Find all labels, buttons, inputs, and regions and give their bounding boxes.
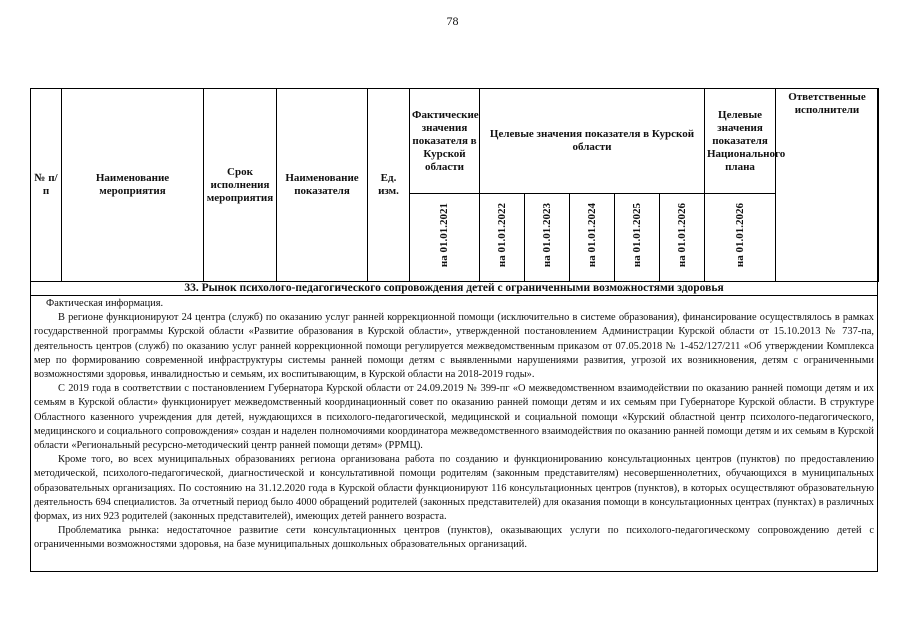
col-header-responsible: Ответственные исполнители xyxy=(776,89,879,282)
col-header-target-kursk: Целевые значения показателя в Курской области xyxy=(480,89,705,194)
date-target-2023: на 01.01.2023 xyxy=(540,203,553,268)
paragraph-council: С 2019 года в соответствии с постановлением Губернатора Курской области от 24.09.2019 № 399-пг «О межведомственном взаимодействии по оказанию ранней помощи детям и их семьям в Курской области» функционирует межведомственный координационный совет по оказанию ранней помощи детям и их семьям при Губернаторе Курской области. В структуре Областного казенного учреждения для детей, нуждающихся в психолого-педагогической, медицинской и социальной помощи «Курский областной центр психолого-педагогического, медицинского и социального сопровождения» создан и наделен полномочиями координатора межведомственного взаимодействия по оказанию ранней помощи детям и их семьям в Курской области «Региональный ресурсно-методический центр ранней помощи детям» (РРМЦ). xyxy=(34,383,874,452)
date-target-2026: на 01.01.2026 xyxy=(675,203,688,268)
col-header-name: Наименование мероприятия xyxy=(62,89,204,282)
date-target-cell xyxy=(480,194,525,282)
paragraph-problems: Проблематика рынка: недостаточное развитие сети консультационных центров (пунктов), оказывающих услуги по психолого-педагогическому сопровождению детей с ограниченными возможностями здоровья, на базе муниципальных дошкольных образовательных организаций. xyxy=(34,525,874,551)
date-target-cell xyxy=(525,194,570,282)
col-header-actual: Фактические значения показателя в Курской области xyxy=(410,89,480,194)
paragraph-actual-info: Фактическая информация. xyxy=(46,298,164,309)
col-header-target-national: Целевые значения показателя Национального плана xyxy=(705,89,776,194)
section-body xyxy=(34,297,874,553)
date-national-cell xyxy=(705,194,776,282)
paragraph-centers: В регионе функционируют 24 центра (служб) по оказанию услуг ранней коррекционной помощи (исключительно в системе образования), финансирование осуществлялось в рамках государственной программы Курской области «Развитие образования в Курской области», утвержденной постановлением Администрации Курской области от 15.10.2013 № 737-па, деятельность центров (служб) по оказанию услуг ранней коррекционной помощи регулируется межведомственным приказом от 07.05.2018 № 1-452/127/211 «Об утверждении Комплекса мер по формированию современной инфраструктуры системы ранней помощи детям с выявленными нарушениями развития, угрозой их возникновения, детям с ограниченными возможностями здоровья, инвалидностью и семьям, их воспитывающим, в Курской области на 2018-2019 годы». xyxy=(34,312,874,381)
date-target-cell xyxy=(570,194,615,282)
section-title: 33. Рынок психолого-педагогического сопровождения детей с ограниченными возможностями здоровья xyxy=(30,281,878,296)
date-target-2022: на 01.01.2022 xyxy=(495,203,508,268)
date-national: на 01.01.2026 xyxy=(733,203,746,268)
col-header-num: № п/п xyxy=(31,89,62,282)
date-actual: на 01.01.2021 xyxy=(438,203,450,268)
col-header-deadline: Срок исполнения мероприятия xyxy=(204,89,277,282)
paragraph-consulting: Кроме того, во всех муниципальных образованиях региона организована работа по созданию и функционированию консультационных центров (пунктов) по предоставлению методической, психолого-педагогической, диагностической и консультативной помощи родителям (законным представителям) несовершеннолетних, обучающихся в муниципальных образовательных организациях. По состоянию на 31.12.2020 года в Курской области функционируют 116 консультационных центров (пунктов), в которых осуществляют образовательную деятельность 694 специалистов. За отчетный период было 4000 обращений родителей (законных представителей) для оказания помощи в консультационных центрах (пунктах) в различных формах, из них 923 родителей (законных представителей), имеющих детей раннего возраста. xyxy=(34,454,874,523)
date-target-2024: на 01.01.2024 xyxy=(585,203,598,268)
page-number: 78 xyxy=(446,14,459,28)
col-header-unit: Ед. изм. xyxy=(368,89,410,282)
date-target-cell xyxy=(615,194,660,282)
date-actual-cell xyxy=(410,194,480,282)
date-target-cell xyxy=(660,194,705,282)
header-table xyxy=(30,88,879,282)
date-target-2025: на 01.01.2025 xyxy=(630,203,643,268)
col-header-indicator: Наименование показателя xyxy=(277,89,368,282)
